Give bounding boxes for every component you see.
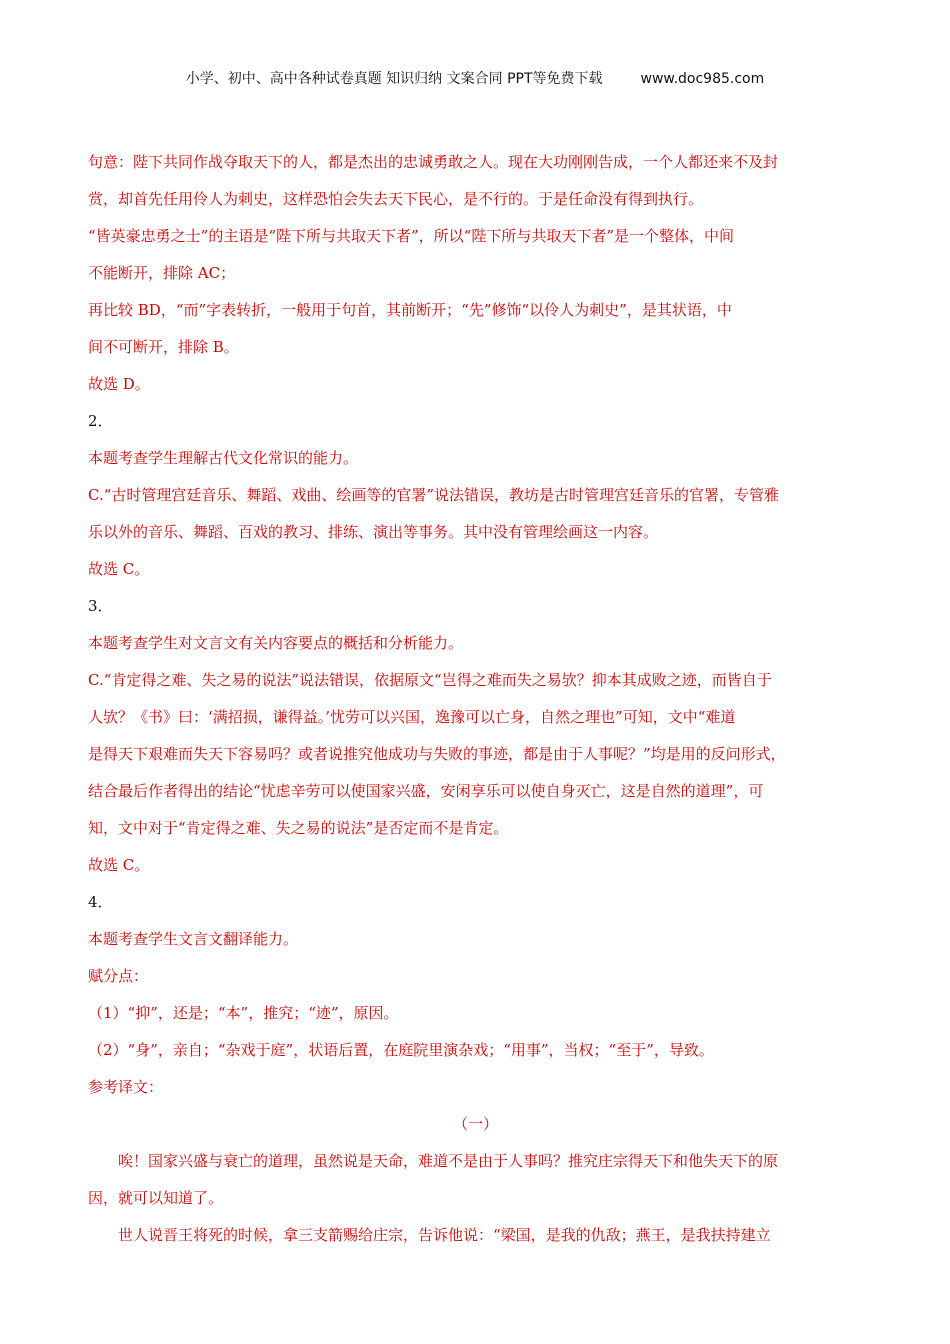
text-line: 3．: [88, 597, 113, 615]
text-line: 本题考查学生理解古代文化常识的能力。: [88, 449, 359, 467]
text-line: 人欤？《书》曰：‘满招损，谦得益。’忧劳可以兴国，逸豫可以亡身，自然之理也”可知，文中“难道: [88, 708, 736, 726]
text-line: 本题考查学生文言文翻译能力。: [88, 930, 299, 948]
text-line: （一）: [452, 1115, 498, 1133]
text-line: （1）“抑”，还是；“本”，推究；“迹”，原因。: [88, 1004, 399, 1022]
text-line: （2）“身”，亲自；“杂戏于庭”，状语后置，在庭院里演杂戏；“用事”，当权；“至于”，导致。: [88, 1041, 714, 1059]
text-line: 4．: [88, 893, 113, 911]
text-line: 不能断开，排除 AC；: [88, 264, 236, 282]
text-line: 唉！国家兴盛与衰亡的道理，虽然说是天命，难道不是由于人事吗？推究庄宗得天下和他失天下的原: [118, 1152, 779, 1170]
text-line: 句意：陛下共同作战夺取天下的人，都是杰出的忠诚勇敢之人。现在大功刚刚告成，一个人都还来不及封: [88, 153, 779, 171]
text-line: 是得天下艰难而失天下容易吗？或者说推究他成功与失败的事迹，都是由于人事呢？”均是用的反问形式，: [88, 745, 786, 763]
text-line: 本题考查学生对文言文有关内容要点的概括和分析能力。: [88, 634, 464, 652]
text-line: 乐以外的音乐、舞蹈、百戏的教习、排练、演出等事务。其中没有管理绘画这一内容。: [88, 523, 659, 541]
text-line: 间不可断开，排除 B。: [88, 338, 239, 356]
header-site-url: www.doc985.com: [640, 71, 765, 87]
text-line: 故选 D。: [88, 375, 150, 393]
header-text: 小学、初中、高中各种试卷真题 知识归纳 文案合同 PPT等免费下载: [185, 71, 603, 87]
text-line: 参考译文：: [88, 1078, 164, 1096]
text-line: 故选 C。: [88, 856, 150, 874]
text-line: “皆英豪忠勇之士”的主语是“陛下所与共取天下者”，所以“陛下所与共取天下者”是一个整体，中间: [88, 227, 735, 245]
text-line: 故选 C。: [88, 560, 150, 578]
text-line: 因，就可以知道了。: [88, 1189, 224, 1207]
text-line: 赋分点：: [88, 967, 149, 985]
text-line: 世人说晋王将死的时候，拿三支箭赐给庄宗，告诉他说：“梁国，是我的仇敌；燕王，是我扶持建立: [118, 1226, 771, 1244]
text-line: 结合最后作者得出的结论“忧虑辛劳可以使国家兴盛，安闲享乐可以使自身灭亡，这是自然的道理”，可: [88, 782, 764, 800]
text-line: 再比较 BD，“而”字表转折，一般用于句首，其前断开；“先”修饰“以伶人为刺史”，是其状语，中: [88, 301, 732, 319]
text-line: C.“古时管理宫廷音乐、舞蹈、戏曲、绘画等的官署”说法错误，教坊是古时管理宫廷音乐的官署，专管雅: [88, 486, 780, 504]
page-header: [0, 68, 950, 88]
document-body: [88, 144, 863, 1254]
text-line: 知，文中对于“肯定得之难、失之易的说法”是否定而不是肯定。: [88, 819, 509, 837]
text-line: 2．: [88, 412, 113, 430]
text-line: C.“肯定得之难、失之易的说法”说法错误，依据原文“岂得之难而失之易欤？抑本其成败之迹，而皆自于: [88, 671, 772, 689]
text-line: 赏，却首先任用伶人为刺史，这样恐怕会失去天下民心，是不行的。于是任命没有得到执行。: [88, 190, 704, 208]
